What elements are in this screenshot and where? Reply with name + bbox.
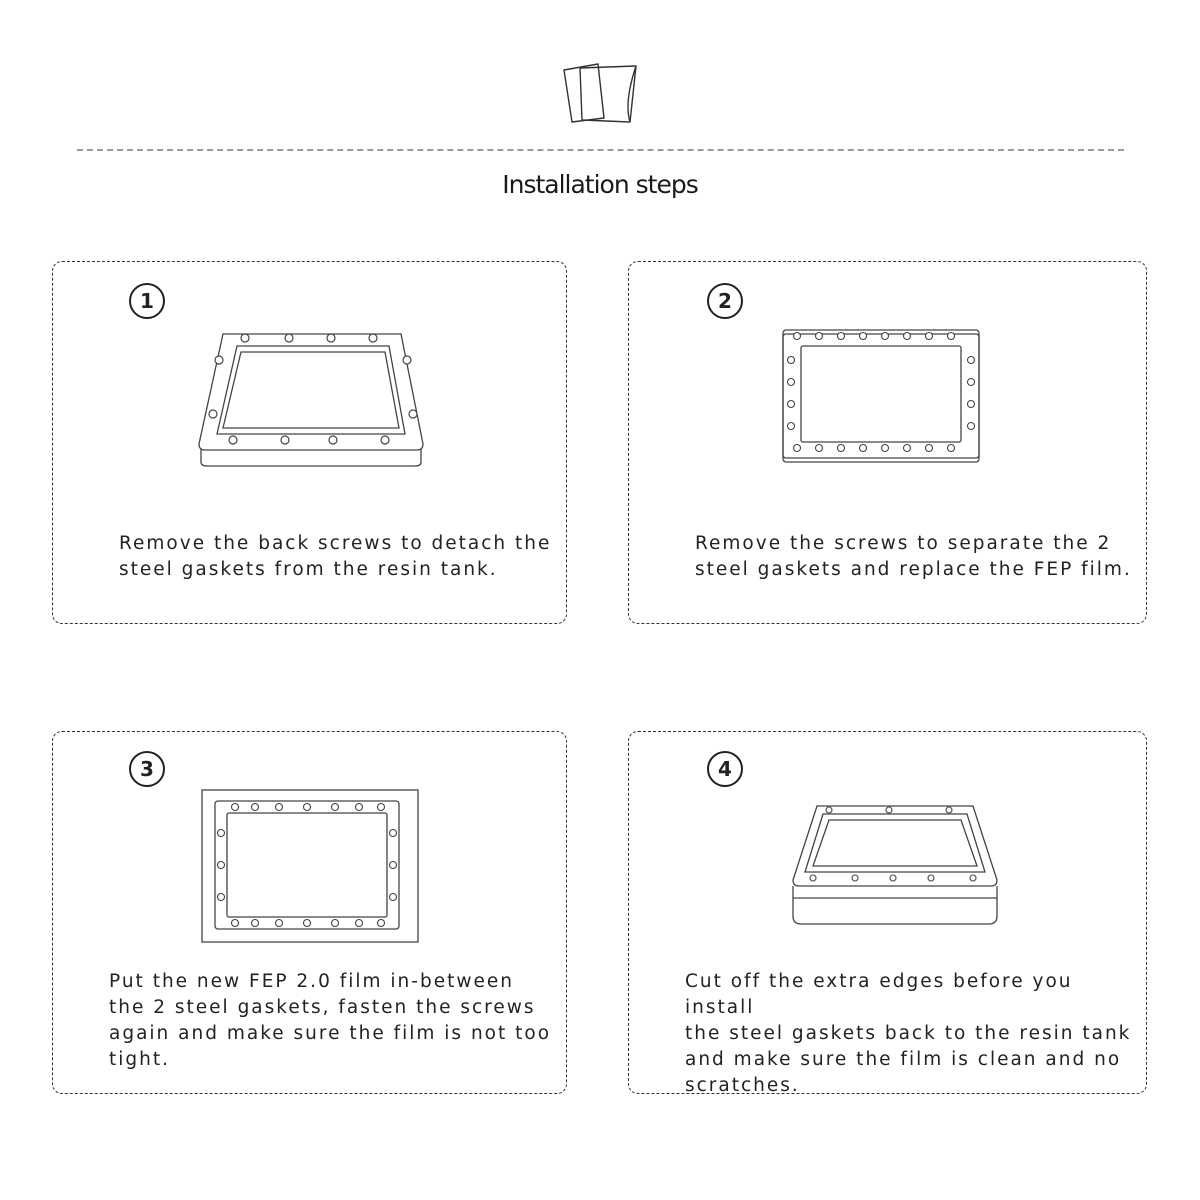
step-number-badge: 3 bbox=[129, 751, 165, 787]
step-card-1 bbox=[52, 261, 567, 624]
gasket-on-film-icon bbox=[201, 789, 419, 943]
assembled-resin-tank-icon bbox=[789, 802, 1001, 926]
step-card-4 bbox=[628, 731, 1147, 1094]
steel-gasket-frame-icon bbox=[779, 324, 983, 466]
step-card-3 bbox=[52, 731, 567, 1094]
film-sheet-icon bbox=[558, 58, 642, 128]
step-card-2 bbox=[628, 261, 1147, 624]
page-title: Installation steps bbox=[502, 170, 698, 199]
step-description: Cut off the extra edges before you install the steel gaskets back to the resin tank and make sure the film is clean and no scratches. bbox=[685, 971, 1132, 1096]
header-divider bbox=[77, 149, 1124, 151]
step-description: Remove the back screws to detach the steel gaskets from the resin tank. bbox=[119, 533, 552, 580]
step-description: Remove the screws to separate the 2 steel gaskets and replace the FEP film. bbox=[695, 533, 1132, 580]
step-description: Put the new FEP 2.0 film in-between the 2 steel gaskets, fasten the screws again and make sure the film is not too tight. bbox=[109, 971, 552, 1070]
step-number-badge: 2 bbox=[707, 283, 743, 319]
step-number-badge: 1 bbox=[129, 283, 165, 319]
resin-tank-icon bbox=[193, 324, 433, 474]
step-number-badge: 4 bbox=[707, 751, 743, 787]
